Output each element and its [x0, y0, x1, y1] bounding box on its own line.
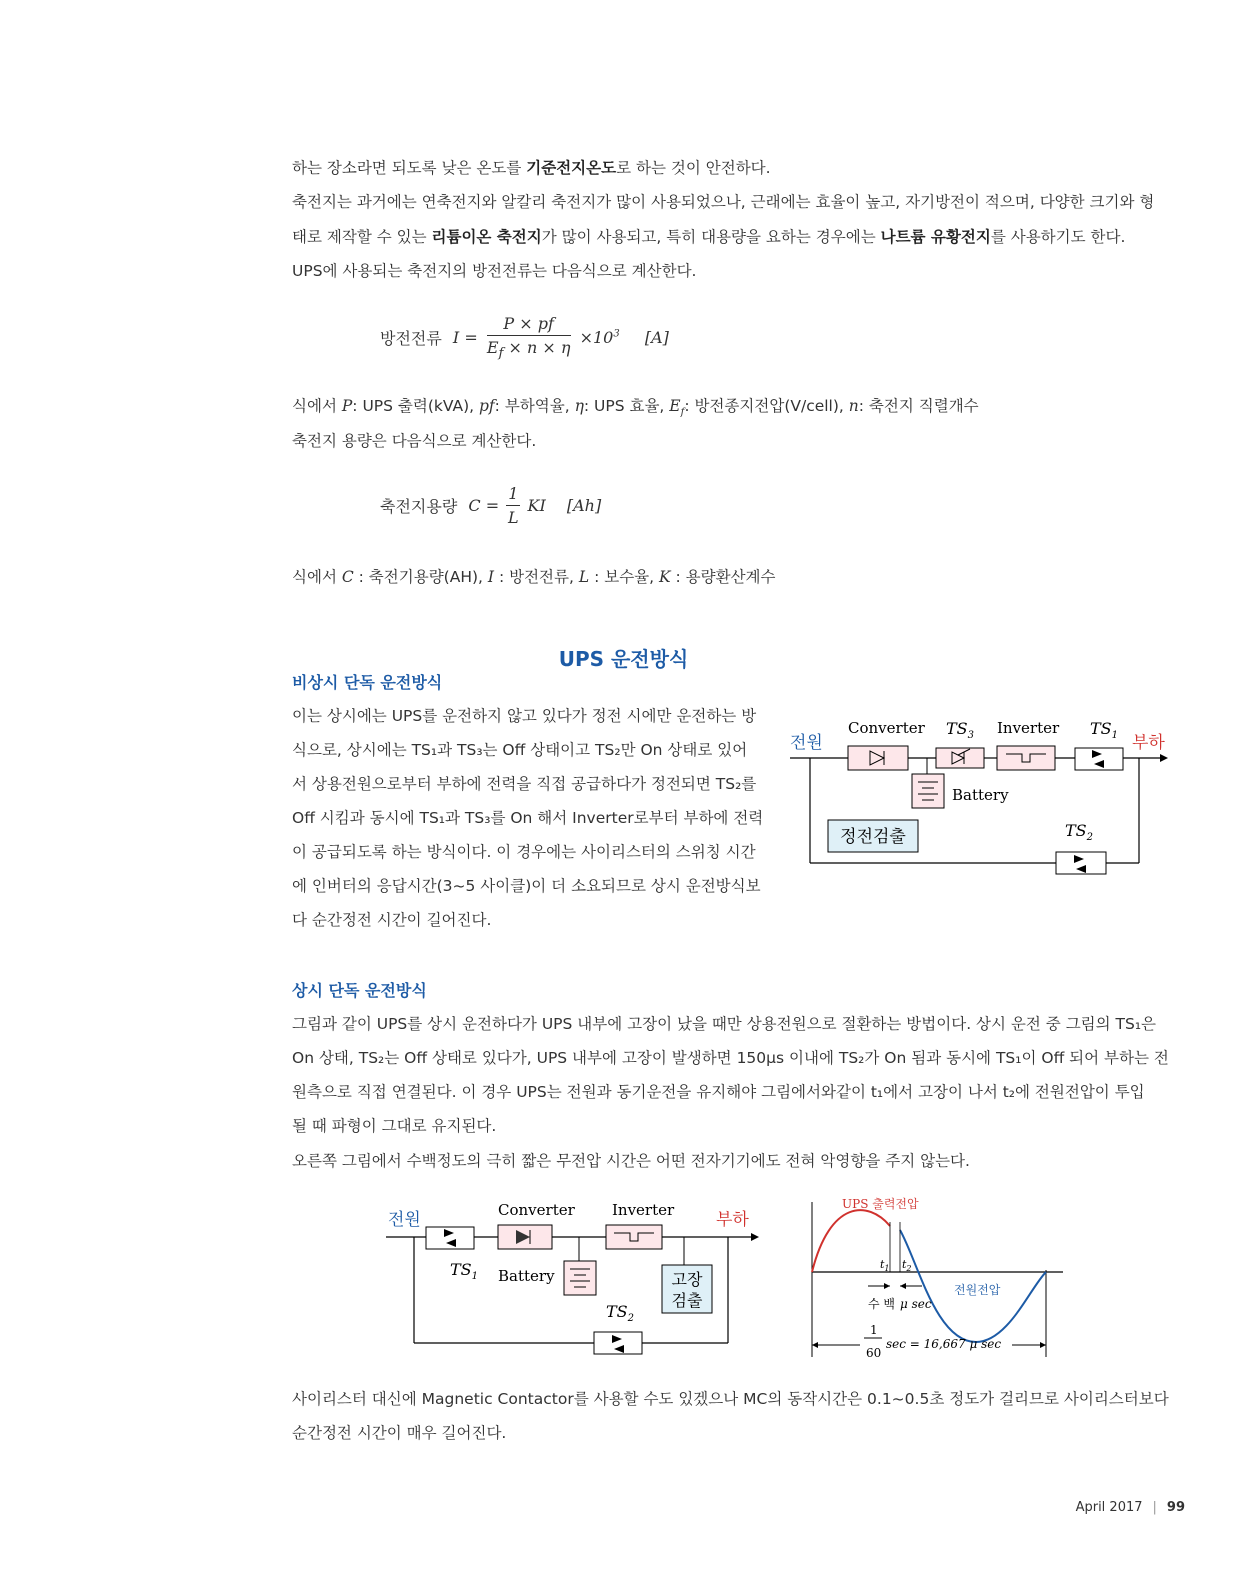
variable: n: [848, 397, 859, 415]
subsection-1-body: [292, 699, 782, 937]
numerator: P × pf: [487, 314, 571, 336]
ts3-switch: [936, 748, 984, 768]
ups-output-label: UPS 출력전압: [842, 1197, 919, 1211]
converter-box: [848, 746, 908, 770]
variable: I: [487, 568, 495, 586]
subsection-title-1: 비상시 단독 운전방식: [292, 673, 443, 692]
page-number: 99: [1166, 1500, 1185, 1515]
paragraph-4: 축전지 용량은 다음식으로 계산한다.: [292, 432, 537, 450]
load-label: 부하: [1132, 733, 1165, 753]
source-label: 전원: [388, 1210, 421, 1230]
battery-box: [564, 1261, 596, 1295]
converter-label: Converter: [848, 719, 925, 737]
source-label: 전원: [790, 733, 823, 753]
paragraph-2-line-2: [292, 226, 1192, 248]
bold-term: 기준전지온도: [526, 159, 617, 177]
definition-line-1: [292, 395, 1192, 424]
ts1-label: $TS_1$: [1090, 719, 1119, 741]
text: : UPS 효율,: [583, 397, 670, 415]
ups-output-wave: [812, 1210, 890, 1272]
inverter-label: Inverter: [612, 1201, 675, 1219]
paragraph-3: UPS에 사용되는 축전지의 방전전류는 다음식으로 계산한다.: [292, 262, 697, 280]
den-rest: × n × η: [503, 338, 571, 357]
variable: P: [341, 397, 353, 415]
paragraph-2-line-1: 축전지는 과거에는 연축전지와 알칼리 축전지가 많이 사용되었으나, 근래에는 효율이 높고, 자기방전이 적으며, 다양한 크기와 형: [292, 193, 1155, 211]
subscript: f: [680, 407, 685, 419]
t1-label: $t_1$: [880, 1258, 890, 1273]
text-line: 서 상용전원으로부터 부하에 전력을 직접 공급하다가 정전되면 TS₂를: [292, 775, 757, 793]
variable: C: [341, 568, 354, 586]
battery-label: Battery: [952, 786, 1009, 804]
den-var: E: [486, 338, 499, 357]
text: : 방전종지전압(V/cell),: [684, 397, 849, 415]
section-title: UPS 운전방식: [558, 647, 689, 671]
equation-rest: KI: [527, 496, 546, 515]
battery-box: [912, 774, 944, 808]
text-line: Off 시킴과 동시에 TS₁과 TS₃를 On 해서 Inverter로부터 부하에 전력: [292, 809, 764, 827]
subsection-title-2: 상시 단독 운전방식: [292, 981, 427, 1000]
gap-time-label: 수 백: [868, 1297, 895, 1311]
text: : 용량환산계수: [670, 568, 776, 586]
ts1-switch: [1075, 748, 1123, 770]
circuit-diagram-continuous: [386, 1195, 766, 1370]
page-footer: [1076, 1500, 1185, 1515]
text: 식에서: [292, 397, 342, 415]
mult-text: ×10: [579, 328, 614, 348]
text-line: 이 공급되도록 하는 방식이다. 이 경우에는 사이리스터의 스위칭 시간: [292, 843, 756, 861]
inverter-box: [606, 1225, 662, 1249]
equation-lhs: I =: [452, 328, 478, 348]
ts2-switch: [594, 1332, 642, 1354]
variable: L: [578, 568, 590, 586]
text: : 축전지 직렬개수: [858, 397, 979, 415]
text: 태로 제작할 수 있는: [292, 228, 432, 246]
t2-label: $t_2$: [902, 1258, 912, 1273]
subsection-2-line: On 상태, TS₂는 Off 상태로 있다가, UPS 내부에 고장이 발생하면 150μs 이내에 TS₂가 On 됨과 동시에 TS₁이 Off 되어 부하는 전: [292, 1049, 1169, 1067]
subsection-2-line: 그림과 같이 UPS를 상시 운전하다가 UPS 내부에 고장이 났을 때만 상용전원으로 절환하는 방법이다. 상시 운전 중 그림의 TS₁은: [292, 1015, 1157, 1033]
text: : 방전전류,: [494, 568, 579, 586]
variable: pf: [479, 397, 495, 415]
outage-detector-label: 정전검출: [840, 827, 906, 847]
issue-date: April 2017: [1075, 1500, 1143, 1515]
battery-label: Battery: [498, 1267, 555, 1285]
unit: [Ah]: [566, 496, 602, 515]
text-line: 식으로, 상시에는 TS₁과 TS₃는 Off 상태이고 TS₂만 On 상태로 있어: [292, 741, 748, 759]
equation-label: 축전지용량: [380, 497, 458, 516]
ts2-label: $TS_2$: [606, 1302, 635, 1324]
text: : 보수율,: [589, 568, 659, 586]
footer-divider: |: [1152, 1500, 1157, 1515]
fraction: [506, 484, 520, 527]
text: 로 하는 것이 안전하다.: [616, 159, 771, 177]
unit: [A]: [644, 328, 669, 348]
text: 를 사용하기도 한다.: [990, 228, 1126, 246]
text-line: 다 순간정전 시간이 길어진다.: [292, 911, 492, 929]
exponent: 3: [613, 328, 620, 340]
ts3-label: $TS_3$: [946, 719, 975, 741]
converter-label: Converter: [498, 1201, 575, 1219]
period-value: sec = 16,667 μ sec: [886, 1337, 1002, 1351]
load-label: 부하: [716, 1210, 749, 1230]
denominator: L: [507, 508, 519, 527]
inverter-box: [997, 746, 1055, 770]
paragraph-5-line-2: 순간정전 시간이 매우 길어진다.: [292, 1424, 507, 1442]
bold-term: 리튬이온 축전지: [431, 228, 542, 246]
paragraph-5-line-1: 사이리스터 대신에 Magnetic Contactor를 사용할 수도 있겠으나 MC의 동작시간은 0.1~0.5초 정도가 걸리므로 사이리스터보다: [292, 1390, 1169, 1408]
circuit-diagram-emergency: [790, 712, 1180, 892]
text: 가 많이 사용되고, 특히 대용량을 요하는 경우에는: [541, 228, 881, 246]
subsection-2-line: 원측으로 직접 연결된다. 이 경우 UPS는 전원과 동기운전을 유지해야 그림에서와같이 t₁에서 고장이 나서 t₂에 전원전압이 투입: [292, 1083, 1145, 1101]
denominator: [487, 336, 571, 361]
text-line: 에 인버터의 응답시간(3~5 사이클)이 더 소요되므로 상시 운전방식보: [292, 877, 761, 895]
numerator: 1: [506, 484, 520, 506]
ts2-label: $TS_2$: [1065, 821, 1094, 843]
subsection-2-line: 될 때 파형이 그대로 유지된다.: [292, 1117, 497, 1135]
equation-lhs: C =: [468, 496, 500, 515]
period-denominator: 60: [866, 1346, 882, 1360]
ts1-label: $TS_1$: [450, 1260, 479, 1282]
gap-time-unit: μ sec: [900, 1297, 932, 1311]
variable: K: [659, 568, 671, 586]
multiplier: [580, 328, 620, 347]
text-line: 이는 상시에는 UPS를 운전하지 않고 있다가 정전 시에만 운전하는 방: [292, 707, 757, 725]
variable: η: [574, 397, 584, 415]
text: : UPS 출력(kVA),: [352, 397, 479, 415]
den-sub: f: [498, 346, 504, 362]
variable: E: [669, 397, 681, 415]
equation-label: 방전전류: [380, 329, 442, 349]
fault-detector-label: 고장: [671, 1270, 703, 1289]
text: 하는 장소라면 되도록 낮은 온도를: [292, 159, 527, 177]
period-numerator: 1: [870, 1323, 878, 1337]
subsection-2-line: 오른쪽 그림에서 수백정도의 극히 짧은 무전압 시간은 어떤 전자기기에도 전혀 악영향을 주지 않는다.: [292, 1152, 970, 1170]
inverter-label: Inverter: [997, 719, 1060, 737]
fraction: [487, 314, 571, 361]
equation-discharge-current: [380, 314, 669, 361]
equation-battery-capacity: [380, 484, 601, 527]
fault-detector-label: 검출: [671, 1291, 703, 1310]
text: 식에서: [292, 568, 342, 586]
definition-line-2: [292, 566, 1192, 588]
paragraph-1: [292, 157, 1192, 179]
ts1-switch: [426, 1227, 474, 1249]
source-voltage-label: 전원전압: [954, 1283, 1001, 1297]
text: : 축전기용량(AH),: [353, 568, 488, 586]
waveform-diagram: [808, 1192, 1070, 1367]
text: : 부하역율,: [494, 397, 575, 415]
bold-term: 나트륨 유황전지: [880, 228, 991, 246]
